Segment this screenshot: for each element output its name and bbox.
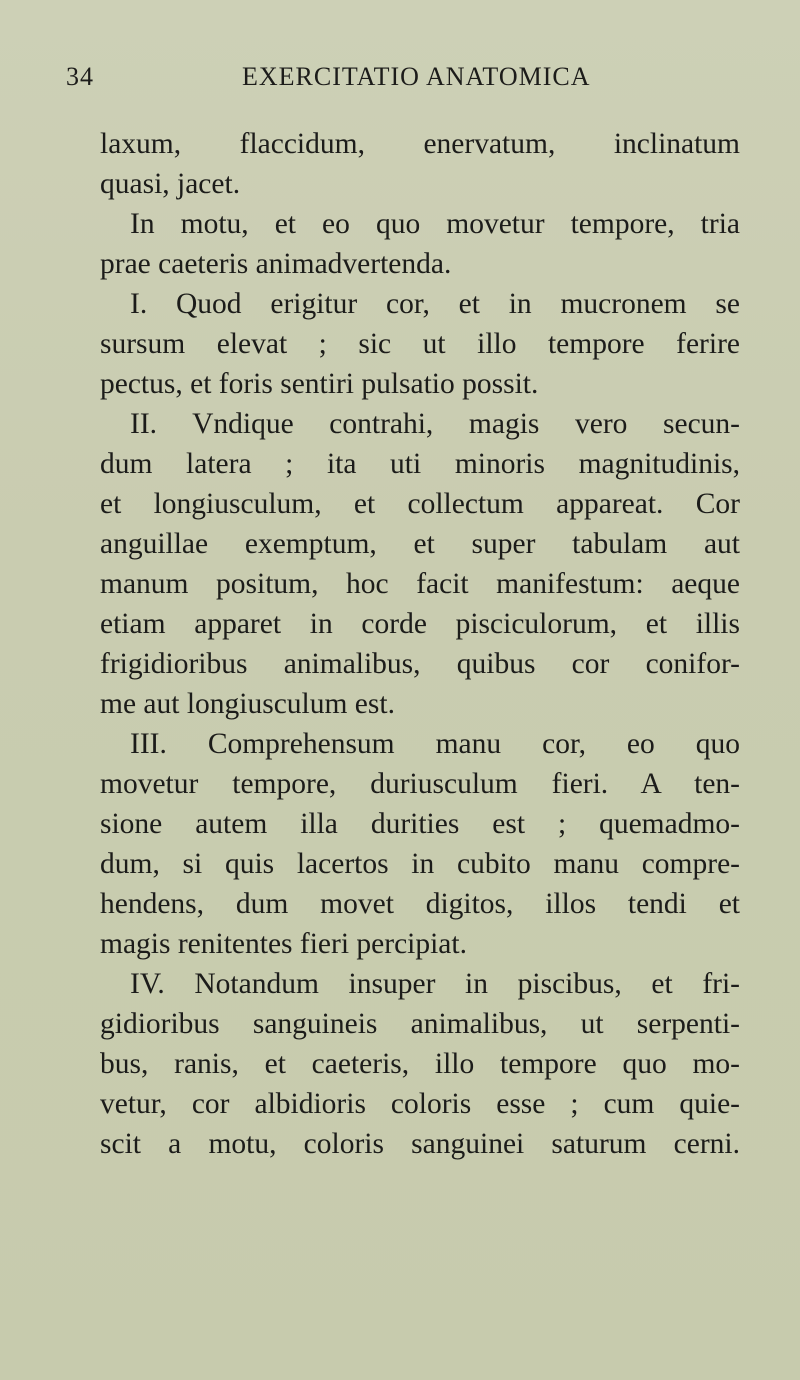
running-title: EXERCITATIO ANATOMICA xyxy=(242,62,591,91)
page-header xyxy=(66,62,706,102)
text-line: prae caeteris animadvertenda. xyxy=(100,248,452,280)
text-line: etiam apparet in corde pisciculorum, et illis xyxy=(100,608,740,640)
text-line: pectus, et foris sentiri pulsatio possit. xyxy=(100,368,539,400)
text-line: manum positum, hoc facit manifestum: aeque xyxy=(100,568,740,600)
text-line: III. Comprehensum manu cor, eo quo xyxy=(130,728,740,760)
text-line: sursum elevat ; sic ut illo tempore ferire xyxy=(100,328,740,360)
text-line: anguillae exemptum, et super tabulam aut xyxy=(100,528,740,560)
text-line: laxum, flaccidum, enervatum, inclinatum xyxy=(100,128,740,160)
text-line: hendens, dum movet digitos, illos tendi et xyxy=(100,888,740,920)
text-line: magis renitentes fieri percipiat. xyxy=(100,928,467,960)
text-line: frigidioribus animalibus, quibus cor conifor- xyxy=(100,648,740,680)
text-line: In motu, et eo quo movetur tempore, tria xyxy=(130,208,740,240)
text-line: vetur, cor albidioris coloris esse ; cum quie- xyxy=(100,1088,740,1120)
page-number: 34 xyxy=(66,62,94,91)
text-line: IV. Notandum insuper in piscibus, et fri- xyxy=(130,968,740,1000)
text-line: dum, si quis lacertos in cubito manu compre- xyxy=(100,848,740,880)
text-line: dum latera ; ita uti minoris magnitudinis, xyxy=(100,448,740,480)
text-line: I. Quod erigitur cor, et in mucronem se xyxy=(130,288,740,320)
text-line: scit a motu, coloris sanguinei saturum cerni. xyxy=(100,1128,740,1160)
text-line: et longiusculum, et collectum appareat. Cor xyxy=(100,488,740,520)
body-text xyxy=(100,124,740,1164)
text-line: quasi, jacet. xyxy=(100,168,241,200)
text-line: bus, ranis, et caeteris, illo tempore quo mo- xyxy=(100,1048,740,1080)
text-line: sione autem illa durities est ; quemadmo- xyxy=(100,808,740,840)
text-line: gidioribus sanguineis animalibus, ut serpenti- xyxy=(100,1008,740,1040)
text-line: II. Vndique contrahi, magis vero secun- xyxy=(130,408,740,440)
text-line: movetur tempore, duriusculum fieri. A ten- xyxy=(100,768,740,800)
text-line: me aut longiusculum est. xyxy=(100,688,395,720)
